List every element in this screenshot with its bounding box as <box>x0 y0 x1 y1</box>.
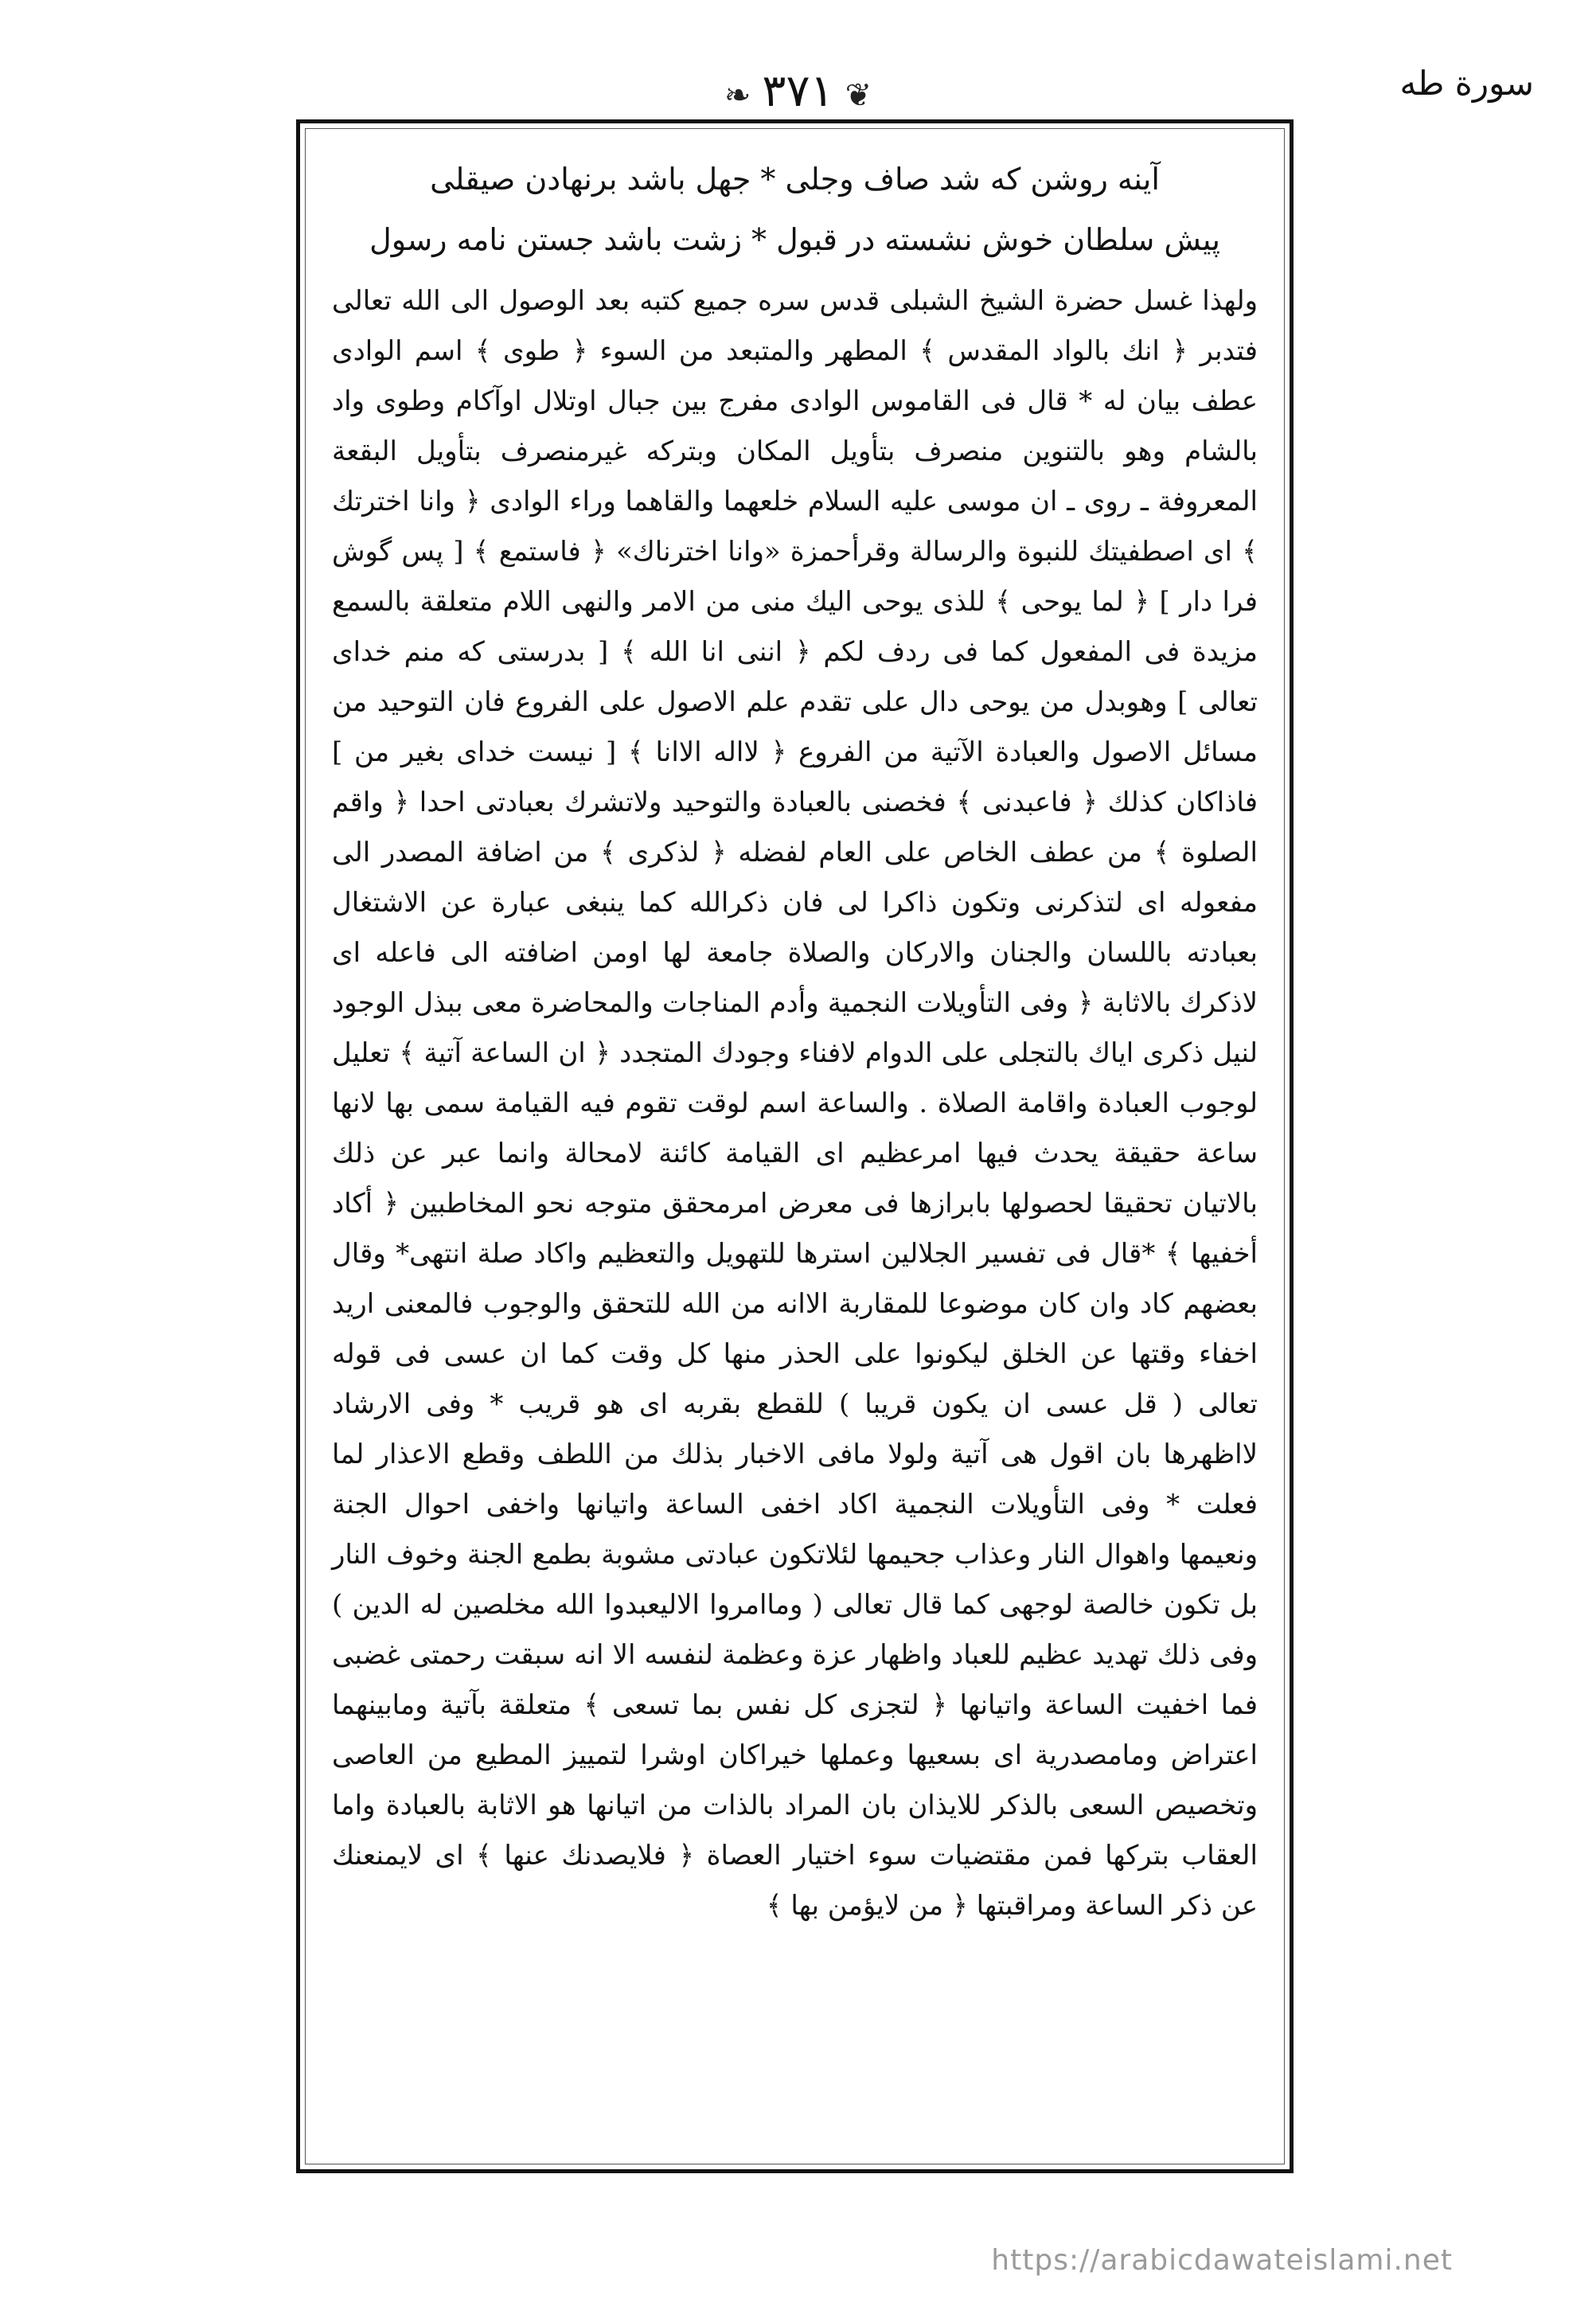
surah-name: سورة طه <box>1399 64 1534 103</box>
page-number-text: ٣٧١ <box>762 65 834 117</box>
poem-line-1: آينه روشن كه شد صاف وجلى * جهل باشد برنهادن صيقلى <box>430 162 1160 197</box>
ornament-left-icon: ❦ <box>845 77 872 114</box>
watermark-url: https://arabicdawateislami.net <box>991 2244 1453 2277</box>
tafsir-body <box>332 276 1258 1931</box>
page-header <box>302 56 1294 127</box>
text-frame <box>296 119 1294 2173</box>
poem-line-2: پيش سلطان خوش نشسته در قبول * زشت باشد جستن نامه رسول <box>369 222 1220 257</box>
ornament-right-icon: ❧ <box>724 77 751 114</box>
tafsir-paragraph: ولهذا غسل حضرة الشيخ الشبلى قدس سره جميع كتبه بعد الوصول الى الله تعالى فتدبر ﴿ انك بالواد المقدس ﴾ المطهر والمتبعد من السوء ﴿ طوى ﴾ اسم الوادى عطف بيان له * قال فى القاموس الوادى مفرج بين جبال اوتلال اوآكام وطوى واد بالشام وهو بالتنوين منصرف بتأويل المكان وبتركه غيرمنصرف بتأويل البقعة المعروفة ـ روى ـ ان موسى عليه السلام خلعهما والقاهما وراء الوادى ﴿ وانا اخترتك ﴾ اى اصطفيتك للنبوة والرسالة وقرأحمزة «وانا اخترناك» ﴿ فاستمع ﴾ [ پس گوش فرا دار ] ﴿ لما يوحى ﴾ للذى يوحى اليك منى من الامر والنهى اللام متعلقة بالسمع مزيدة فى المفعول كما فى ردف لكم ﴿ اننى انا الله ﴾ [ بدرستى كه منم خداى تعالى ] وهوبدل من يوحى دال على تقدم علم الاصول على الفروع فان التوحيد من مسائل الاصول والعبادة الآتية من الفروع ﴿ لااله الاانا ﴾ [ نيست خداى بغير من ] فاذاكان كذلك ﴿ فاعبدنى ﴾ فخصنى بالعبادة والتوحيد ولاتشرك بعبادتى احدا ﴿ واقم الصلوة ﴾ من عطف الخاص على العام لفضله ﴿ لذكرى ﴾ من اضافة المصدر الى مفعوله اى لتذكرنى وتكون ذاكرا لى فان ذكرالله كما ينبغى عبارة عن الاشتغال بعبادته باللسان والجنان والاركان والصلاة جامعة لها اومن اضافته الى فاعله اى لاذكرك بالاثابة ﴿ وفى التأويلات النجمية وأدم المناجات والمحاضرة معى ببذل الوجود لنيل ذكرى اياك بالتجلى على الدوام لافناء وجودك المتجدد ﴿ ان الساعة آتية ﴾ تعليل لوجوب العبادة واقامة الصلاة . والساعة اسم لوقت تقوم فيه القيامة سمى بها لانها ساعة حقيقة يحدث فيها امرعظيم اى القيامة كائنة لامحالة وانما عبر عن ذلك بالاتيان تحقيقا لحصولها بابرازها فى معرض امرمحقق متوجه نحو المخاطبين ﴿ أكاد أخفيها ﴾ *قال فى تفسير الجلالين استرها للتهويل والتعظيم واكاد صلة انتهى* وقال بعضهم كاد وان كان موضوعا للمقاربة الاانه من الله للتحقق والوجوب فالمعنى اريد اخفاء وقتها عن الخلق ليكونوا على الحذر منها كل وقت كما ان عسى فى قوله تعالى ( قل عسى ان يكون قريبا ) للقطع بقربه اى هو قريب * وفى الارشاد لااظهرها بان اقول هى آتية ولولا مافى الاخبار بذلك من اللطف وقطع الاعذار لما فعلت * وفى التأويلات النجمية اكاد اخفى الساعة واتيانها واخفى احوال الجنة ونعيمها واهوال النار وعذاب جحيمها لئلاتكون عبادتى مشوبة بطمع الجنة وخوف النار بل تكون خالصة لوجهى كما قال تعالى ( وماامروا الاليعبدوا الله مخلصين له الدين ) وفى ذلك تهديد عظيم للعباد واظهار عزة وعظمة لنفسه الا انه سبقت رحمتى غضبى فما اخفيت الساعة واتيانها ﴿ لتجزى كل نفس بما تسعى ﴾ متعلقة بآتية ومابينهما اعتراض ومامصدرية اى بسعيها وعملها خيراكان اوشرا لتمييز المطيع من العاصى وتخصيص السعى بالذكر للايذان بان المراد بالذات من اتيانها هو الاثابة بالعبادة واما العقاب بتركها فمن مقتضيات سوء اختيار العصاة ﴿ فلايصدنك عنها ﴾ اى لايمنعنك عن ذكر الساعة ومراقبتها ﴿ من لايؤمن بها ﴾ <box>332 285 1258 1922</box>
